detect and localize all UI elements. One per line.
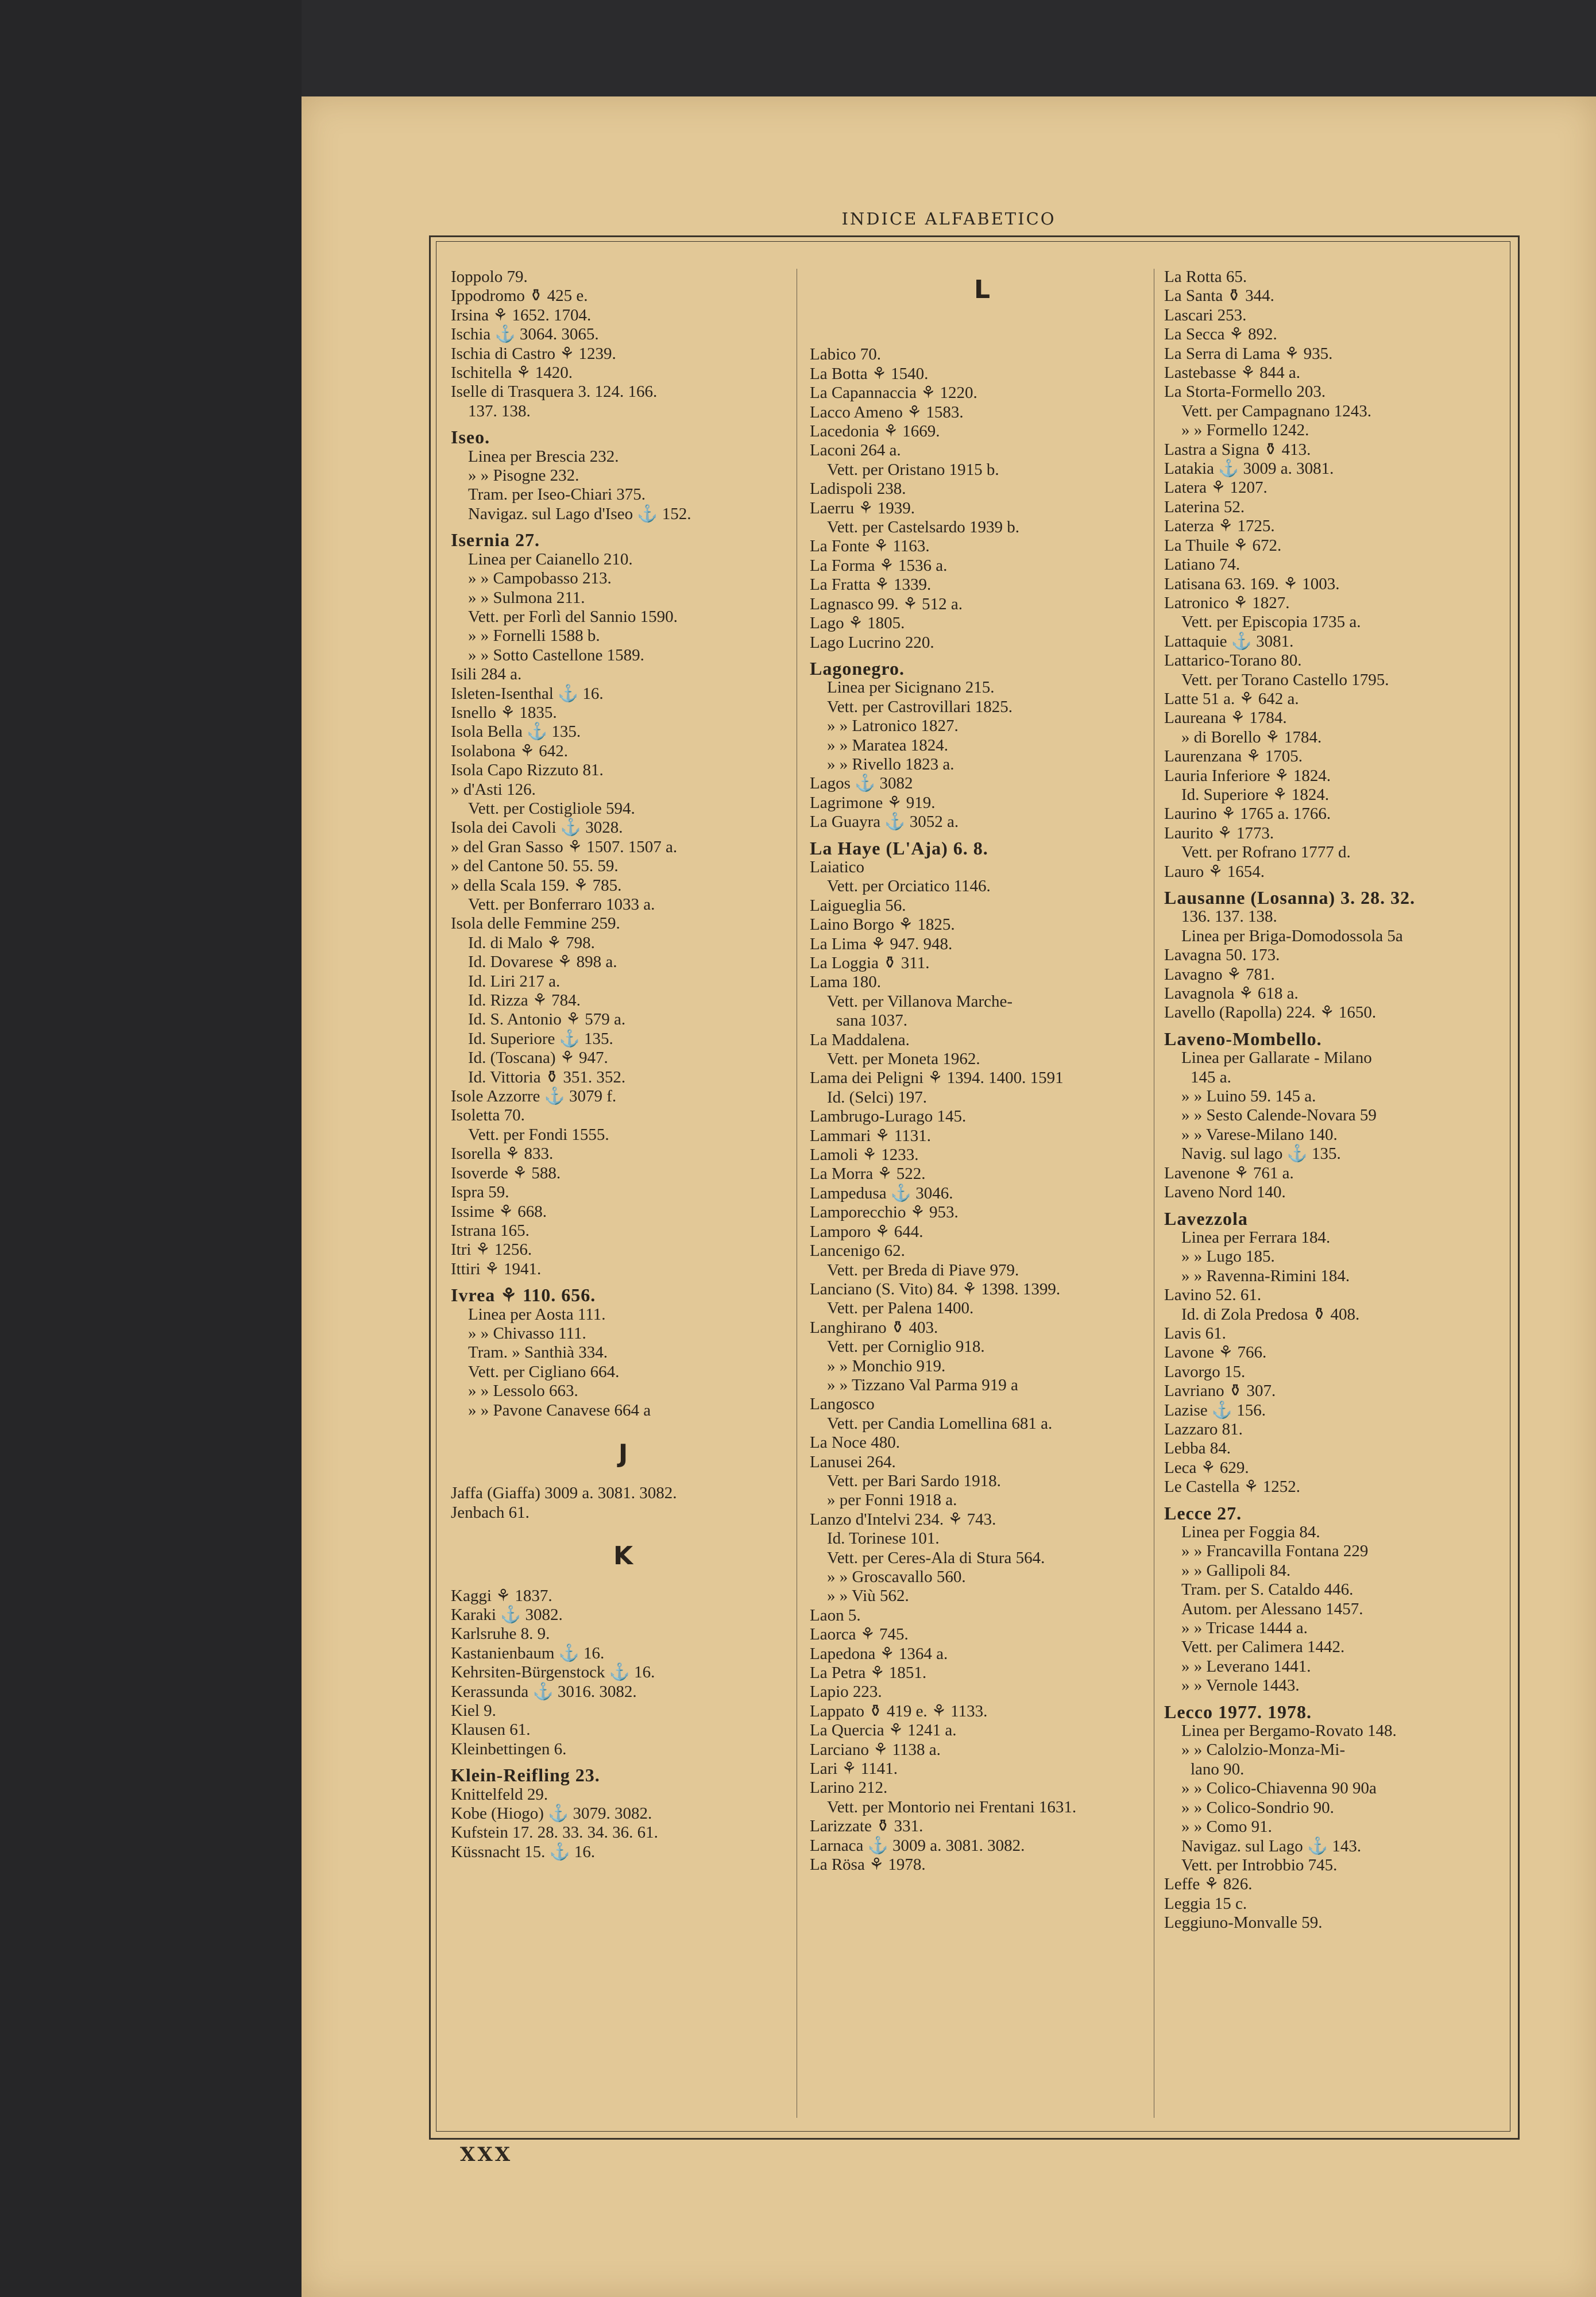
index-entry: Latronico ⚘ 1827. [1164, 593, 1290, 612]
index-entry: La Storta-Formello 203. [1164, 382, 1326, 401]
index-entry: Lattaquie ⚓ 3081. [1164, 632, 1294, 651]
index-entry: Larizzate ⚱ 331. [810, 1817, 923, 1836]
index-entry: Ischia di Castro ⚘ 1239. [451, 344, 616, 363]
index-entry: Vett. per Bari Sardo 1918. [827, 1471, 1001, 1490]
index-entry: Lecco 1977. 1978. [1164, 1701, 1312, 1722]
index-entry: Le Castella ⚘ 1252. [1164, 1478, 1300, 1496]
index-entry: Jenbach 61. [451, 1503, 530, 1522]
index-entry: Vett. per Introbbio 745. [1181, 1855, 1338, 1874]
index-entry: Iselle di Trasquera 3. 124. 166. [451, 382, 658, 401]
index-entry: Lappato ⚱ 419 e. ⚘ 1133. [810, 1702, 988, 1720]
index-entry: » » Como 91. [1181, 1818, 1272, 1836]
index-entry: » » Monchio 919. [827, 1356, 946, 1375]
index-entry: Lama dei Peligni ⚘ 1394. 1400. 1591 [810, 1069, 1064, 1088]
index-entry: » » Sulmona 211. [468, 588, 585, 607]
index-entry: Vett. per Castelsardo 1939 b. [827, 518, 1020, 537]
index-entry: Lagos ⚓ 3082 [810, 774, 913, 793]
index-entry: La Quercia ⚘ 1241 a. [810, 1721, 957, 1740]
index-entry: Isola Capo Rizzuto 81. [451, 761, 604, 780]
index-entry: Linea per Briga-Domodossola 5a [1181, 926, 1403, 945]
index-entry: Isolabona ⚘ 642. [451, 741, 568, 760]
index-entry: Lagrimone ⚘ 919. [810, 793, 936, 812]
index-entry: Lazise ⚓ 156. [1164, 1401, 1266, 1420]
index-entry: Linea per Sicignano 215. [827, 678, 995, 697]
index-entry: Latakia ⚓ 3009 a. 3081. [1164, 459, 1334, 478]
index-entry: Isole Azzorre ⚓ 3079 f. [451, 1087, 617, 1106]
index-entry: Vett. per Calimera 1442. [1181, 1638, 1345, 1657]
index-entry: Lanzo d'Intelvi 234. ⚘ 743. [810, 1510, 996, 1529]
index-entry: Linea per Caianello 210. [468, 550, 633, 569]
index-entry: Id. (Selci) 197. [827, 1088, 927, 1107]
index-entry: Lecce 27. [1164, 1502, 1242, 1523]
index-entry: Lausanne (Losanna) 3. 28. 32. [1164, 887, 1416, 908]
index-entry: Langhirano ⚱ 403. [810, 1318, 938, 1337]
index-entry: » per Fonni 1918 a. [827, 1491, 957, 1510]
index-entry: Klausen 61. [451, 1720, 531, 1739]
index-entry: » del Cantone 50. 55. 59. [451, 857, 619, 876]
index-entry: Linea per Foggia 84. [1181, 1523, 1320, 1541]
index-entry: Karlsruhe 8. 9. [451, 1625, 550, 1644]
index-entry: Id. Superiore ⚘ 1824. [1181, 785, 1330, 804]
index-entry: Ippodromo ⚱ 425 e. [451, 287, 588, 306]
index-entry: La Rotta 65. [1164, 268, 1247, 286]
index-entry: La Fratta ⚘ 1339. [810, 575, 932, 594]
index-entry: » » Tricase 1444 a. [1181, 1619, 1308, 1638]
index-entry: Karaki ⚓ 3082. [451, 1606, 563, 1624]
index-entry: Kastanienbaum ⚓ 16. [451, 1644, 605, 1662]
index-entry: Lavis 61. [1164, 1324, 1226, 1343]
index-entry: Vett. per Fondi 1555. [468, 1125, 609, 1144]
index-entry: Laterina 52. [1164, 497, 1245, 516]
index-entry: Klein-Reifling 23. [451, 1765, 600, 1786]
index-entry: Linea per Ferrara 184. [1181, 1228, 1331, 1247]
index-entry: La Fonte ⚘ 1163. [810, 537, 930, 556]
index-entry: Jaffa (Giaffa) 3009 a. 3081. 3082. [451, 1484, 677, 1503]
index-entry: Laino Borgo ⚘ 1825. [810, 915, 955, 934]
index-entry: Vett. per Forlì del Sannio 1590. [468, 607, 678, 626]
index-entry: La Morra ⚘ 522. [810, 1165, 926, 1184]
index-entry: » » Maratea 1824. [827, 736, 948, 755]
index-entry: Vett. per Montorio nei Frentani 1631. [827, 1797, 1077, 1816]
index-entry: Lagonegro. [810, 658, 905, 679]
index-entry: Laconi 264 a. [810, 441, 901, 460]
dark-background [0, 0, 302, 2297]
index-entry: La Serra di Lama ⚘ 935. [1164, 344, 1333, 363]
index-entry: Vett. per Castrovillari 1825. [827, 697, 1013, 716]
index-entry: Latte 51 a. ⚘ 642 a. [1164, 689, 1299, 708]
index-entry: Lastebasse ⚘ 844 a. [1164, 364, 1300, 382]
index-entry: Lauria Inferiore ⚘ 1824. [1164, 766, 1331, 785]
index-entry: Tram. per Iseo-Chiari 375. [468, 485, 646, 504]
index-entry: Lapedona ⚘ 1364 a. [810, 1644, 948, 1663]
index-entry: Lama 180. [810, 973, 882, 992]
index-entry: Kufstein 17. 28. 33. 34. 36. 61. [451, 1823, 658, 1842]
index-entry: Lago ⚘ 1805. [810, 614, 905, 633]
book-page [302, 96, 1596, 2297]
index-entry: Latisana 63. 169. ⚘ 1003. [1164, 574, 1340, 593]
index-entry: Autom. per Alessano 1457. [1181, 1599, 1363, 1618]
index-entry: Latera ⚘ 1207. [1164, 478, 1267, 497]
index-entry: Labico 70. [810, 345, 882, 364]
index-entry: Isola Bella ⚓ 135. [451, 722, 581, 741]
index-entry: Lago Lucrino 220. [810, 633, 934, 652]
index-column-3 [1164, 268, 1509, 1933]
index-entry: Lavagnola ⚘ 618 a. [1164, 984, 1299, 1003]
index-entry: Linea per Brescia 232. [468, 447, 619, 466]
index-entry: Lascari 253. [1164, 306, 1247, 324]
index-entry: Knittelfeld 29. [451, 1785, 548, 1804]
index-entry: Isoletta 70. [451, 1106, 525, 1125]
index-entry: Isola delle Femmine 259. [451, 914, 620, 933]
index-entry: Isnello ⚘ 1835. [451, 703, 557, 722]
index-entry: Linea per Aosta 111. [468, 1305, 606, 1324]
entries-k [451, 1587, 795, 1862]
index-entry: Lastra a Signa ⚱ 413. [1164, 440, 1311, 459]
index-entry: Lamporo ⚘ 644. [810, 1222, 923, 1241]
index-entry: La Lima ⚘ 947. 948. [810, 934, 953, 953]
index-entry: » » Ravenna-Rimini 184. [1181, 1266, 1350, 1285]
index-entry: Id. Torinese 101. [827, 1529, 940, 1548]
index-entry: Vett. per Ceres-Ala di Stura 564. [827, 1548, 1045, 1567]
index-entry: Kaggi ⚘ 1837. [451, 1586, 552, 1605]
index-entry: Vett. per Villanova Marche- [827, 992, 1013, 1011]
index-entry: La Forma ⚘ 1536 a. [810, 556, 948, 575]
index-entry: Kleinbettingen 6. [451, 1739, 567, 1758]
index-entry: » » Colico-Chiavenna 90 90a [1181, 1779, 1377, 1798]
entries-j [451, 1484, 795, 1522]
entries-l-cont [1164, 268, 1509, 1933]
index-entry: » » Varese-Milano 140. [1181, 1125, 1338, 1144]
index-entry: » » Tizzano Val Parma 919 a [827, 1375, 1018, 1394]
index-entry: Issime ⚘ 668. [451, 1202, 547, 1221]
index-entry: Id. di Malo ⚘ 798. [468, 933, 595, 952]
index-entry: Lavino 52. 61. [1164, 1286, 1262, 1305]
index-entry: Laigueglia 56. [810, 896, 906, 915]
index-entry: Ittiri ⚘ 1941. [451, 1259, 542, 1278]
index-entry: Lampedusa ⚓ 3046. [810, 1184, 953, 1202]
index-entry: Lavezzola [1164, 1208, 1248, 1229]
index-entry: Id. Dovarese ⚘ 898 a. [468, 953, 617, 972]
index-entry: » d'Asti 126. [451, 780, 536, 799]
index-entry: Laurino ⚘ 1765 a. 1766. [1164, 805, 1331, 823]
index-entry: » » Gallipoli 84. [1181, 1561, 1291, 1580]
index-entry: Laurenzana ⚘ 1705. [1164, 747, 1303, 766]
index-entry: La Noce 480. [810, 1433, 901, 1452]
index-entry: Larino 212. [810, 1778, 888, 1797]
index-entry: » » Lugo 185. [1181, 1247, 1275, 1266]
index-entry: Ladispoli 238. [810, 479, 906, 498]
index-entry: Vett. per Rofrano 1777 d. [1181, 843, 1351, 862]
index-entry: Lavagno ⚘ 781. [1164, 965, 1275, 984]
index-entry: » » Groscavallo 560. [827, 1568, 966, 1586]
index-entry: Id. Vittoria ⚱ 351. 352. [468, 1068, 626, 1086]
index-entry: Isernia 27. [451, 529, 540, 551]
index-entry: La Santa ⚱ 344. [1164, 287, 1274, 306]
index-entry: La Thuile ⚘ 672. [1164, 536, 1282, 555]
index-entry: » » Francavilla Fontana 229 [1181, 1542, 1369, 1561]
index-entry: Itri ⚘ 1256. [451, 1240, 532, 1259]
section-letter-k: K [613, 1541, 633, 1571]
index-entry: Vett. per Orciatico 1146. [827, 877, 991, 896]
index-entry: Lambrugo-Lurago 145. [810, 1107, 967, 1126]
index-entry: Lavriano ⚱ 307. [1164, 1382, 1276, 1401]
index-entry: » » Luino 59. 145 a. [1181, 1087, 1316, 1106]
index-entry: Navigaz. sul Lago ⚓ 143. [1181, 1836, 1362, 1855]
index-entry: Laveno Nord 140. [1164, 1183, 1286, 1202]
index-entry: Navigaz. sul Lago d'Iseo ⚓ 152. [468, 504, 691, 523]
index-entry: Laorca ⚘ 745. [810, 1625, 909, 1644]
index-entry: Vett. per Costigliole 594. [468, 799, 635, 818]
index-entry: Lavagna 50. 173. [1164, 946, 1280, 965]
index-entry: » » Sesto Calende-Novara 59 [1181, 1106, 1377, 1125]
index-entry: Küssnacht 15. ⚓ 16. [451, 1842, 596, 1861]
index-entry: sana 1037. [836, 1011, 908, 1030]
index-entry: Id. Superiore ⚓ 135. [468, 1029, 613, 1048]
index-column-1 [451, 268, 795, 1862]
index-entry: Lamporecchio ⚘ 953. [810, 1203, 959, 1222]
index-entry: Iseo. [451, 427, 490, 448]
page-number: XXX [460, 2143, 513, 2166]
index-entry: » » Viù 562. [827, 1587, 909, 1606]
index-entry: Id. Rizza ⚘ 784. [468, 991, 581, 1010]
index-entry: Kehrsiten-Bürgenstock ⚓ 16. [451, 1663, 655, 1682]
index-entry: Irsina ⚘ 1652. 1704. [451, 306, 592, 324]
index-entry: Kerassunda ⚓ 3016. 3082. [451, 1682, 637, 1701]
index-entry: » » Calolzio-Monza-Mi- [1181, 1741, 1346, 1760]
index-entry: Laterza ⚘ 1725. [1164, 517, 1275, 536]
index-entry: Vett. per Palena 1400. [827, 1299, 974, 1318]
index-entry: Laveno-Mombello. [1164, 1028, 1322, 1049]
index-entry: » » Latronico 1827. [827, 717, 959, 736]
index-entry: Isleten-Isenthal ⚓ 16. [451, 684, 604, 703]
index-entry: Ispra 59. [451, 1183, 509, 1202]
index-entry: Laurito ⚘ 1773. [1164, 823, 1274, 842]
index-entry: Id. S. Antonio ⚘ 579 a. [468, 1010, 626, 1029]
index-entry: Linea per Gallarate - Milano [1181, 1049, 1372, 1068]
index-entry: » della Scala 159. ⚘ 785. [451, 876, 622, 895]
page-header: INDICE ALFABETICO [841, 209, 1056, 229]
index-entry: » » Rivello 1823 a. [827, 755, 954, 774]
entries-i [451, 268, 795, 1420]
index-entry: Isoverde ⚘ 588. [451, 1163, 561, 1182]
index-entry: Larciano ⚘ 1138 a. [810, 1740, 941, 1759]
index-entry: Lamoli ⚘ 1233. [810, 1146, 919, 1165]
index-entry: lano 90. [1191, 1760, 1245, 1778]
index-entry: La Rösa ⚘ 1978. [810, 1855, 926, 1874]
index-entry: Ischitella ⚘ 1420. [451, 364, 573, 382]
index-entry: La Loggia ⚱ 311. [810, 954, 930, 972]
index-entry: Langosco [810, 1395, 875, 1414]
index-entry: Vett. per Episcopia 1735 a. [1181, 613, 1361, 632]
index-entry: Lacco Ameno ⚘ 1583. [810, 403, 964, 421]
index-entry: Lammari ⚘ 1131. [810, 1126, 931, 1145]
index-entry: Ioppolo 79. [451, 268, 528, 286]
index-entry: Lari ⚘ 1141. [810, 1760, 898, 1778]
index-entry: » » Formello 1242. [1181, 421, 1309, 440]
index-entry: Kobe (Hiogo) ⚓ 3079. 3082. [451, 1804, 652, 1823]
index-entry: Leffe ⚘ 826. [1164, 1875, 1253, 1894]
index-entry: Lacedonia ⚘ 1669. [810, 422, 940, 441]
section-letter-j: J [618, 1438, 628, 1468]
index-entry: Laureana ⚘ 1784. [1164, 709, 1287, 728]
section-letter-l: L [973, 275, 991, 304]
index-entry: La Guayra ⚓ 3052 a. [810, 813, 959, 832]
index-entry: Vett. per Torano Castello 1795. [1181, 670, 1389, 689]
index-entry: Vett. per Candia Lomellina 681 a. [827, 1414, 1053, 1433]
index-entry: » » Chivasso 111. [468, 1324, 586, 1343]
index-entry: Isili 284 a. [451, 665, 522, 684]
index-entry: Laon 5. [810, 1606, 861, 1625]
index-entry: Latiano 74. [1164, 555, 1241, 574]
index-entry: Tram. » Santhià 334. [468, 1343, 608, 1362]
index-entry: Ivrea ⚘ 110. 656. [451, 1285, 596, 1306]
index-entry: » » Colico-Sondrio 90. [1181, 1798, 1334, 1817]
index-entry: » » Lessolo 663. [468, 1382, 578, 1401]
index-entry: Tram. per S. Cataldo 446. [1181, 1580, 1354, 1599]
index-entry: 136. 137. 138. [1181, 907, 1277, 926]
index-entry: » » Campobasso 213. [468, 569, 612, 588]
index-column-2 [810, 275, 1154, 1875]
index-entry: Id. di Zola Predosa ⚱ 408. [1181, 1305, 1360, 1324]
index-entry: Ischia ⚓ 3064. 3065. [451, 325, 599, 344]
index-entry: » » Fornelli 1588 b. [468, 627, 600, 645]
index-entry: » di Borello ⚘ 1784. [1181, 728, 1322, 747]
index-entry: Lagnasco 99. ⚘ 512 a. [810, 594, 963, 613]
index-entry: Id. Liri 217 a. [468, 972, 561, 991]
index-entry: Lattarico-Torano 80. [1164, 651, 1302, 670]
index-entry: Navig. sul lago ⚓ 135. [1181, 1144, 1341, 1163]
index-entry: Lancenigo 62. [810, 1242, 905, 1260]
index-entry: La Capannaccia ⚘ 1220. [810, 384, 977, 403]
index-entry: Vett. per Campagnano 1243. [1181, 401, 1372, 420]
index-entry: Isorella ⚘ 833. [451, 1144, 554, 1163]
index-entry: » » Vernole 1443. [1181, 1676, 1300, 1695]
index-entry: Lanusei 264. [810, 1452, 896, 1471]
index-entry: Lavone ⚘ 766. [1164, 1343, 1267, 1362]
index-entry: Lauro ⚘ 1654. [1164, 862, 1265, 881]
index-entry: Lazzaro 81. [1164, 1420, 1243, 1438]
index-entry: Kiel 9. [451, 1702, 496, 1720]
index-entry: Lanciano (S. Vito) 84. ⚘ 1398. 1399. [810, 1279, 1061, 1298]
index-entry: La Petra ⚘ 1851. [810, 1664, 927, 1683]
index-entry: Id. (Toscana) ⚘ 947. [468, 1049, 608, 1068]
index-entry: La Secca ⚘ 892. [1164, 325, 1277, 344]
index-entry: Leggiuno-Monvalle 59. [1164, 1913, 1323, 1932]
index-entry: » » Pavone Canavese 664 a [468, 1401, 651, 1420]
index-entry: Lavello (Rapolla) 224. ⚘ 1650. [1164, 1003, 1377, 1022]
index-entry: Vett. per Corniglio 918. [827, 1337, 985, 1356]
index-entry: Vett. per Bonferraro 1033 a. [468, 895, 655, 914]
index-entry: Vett. per Moneta 1962. [827, 1050, 980, 1069]
index-entry: Laiatico [810, 857, 865, 876]
index-entry: » del Gran Sasso ⚘ 1507. 1507 a. [451, 837, 678, 856]
index-entry: Vett. per Breda di Piave 979. [827, 1260, 1019, 1279]
entries-l [810, 345, 1154, 1874]
index-entry: Istrana 165. [451, 1221, 530, 1240]
index-entry: 145 a. [1191, 1068, 1231, 1086]
index-entry: Lebba 84. [1164, 1439, 1231, 1458]
index-entry: 137. 138. [468, 401, 531, 420]
index-entry: Laerru ⚘ 1939. [810, 498, 915, 517]
index-entry: La Maddalena. [810, 1030, 910, 1049]
index-entry: La Botta ⚘ 1540. [810, 364, 929, 383]
index-entry: Vett. per Oristano 1915 b. [827, 460, 999, 479]
index-entry: Vett. per Cigliano 664. [468, 1362, 620, 1381]
index-entry: Linea per Bergamo-Rovato 148. [1181, 1722, 1397, 1741]
index-entry: » » Pisogne 232. [468, 466, 579, 485]
index-entry: Isola dei Cavoli ⚓ 3028. [451, 818, 623, 837]
index-entry: Lapio 223. [810, 1683, 882, 1702]
index-entry: La Haye (L'Aja) 6. 8. [810, 837, 988, 859]
index-entry: Larnaca ⚓ 3009 a. 3081. 3082. [810, 1836, 1025, 1855]
index-entry: Lavorgo 15. [1164, 1362, 1246, 1381]
index-entry: » » Sotto Castellone 1589. [468, 645, 644, 664]
index-entry: Lavenone ⚘ 761 a. [1164, 1163, 1294, 1182]
index-entry: Leggia 15 c. [1164, 1894, 1247, 1913]
index-entry: » » Leverano 1441. [1181, 1657, 1311, 1676]
index-entry: Leca ⚘ 629. [1164, 1458, 1249, 1477]
